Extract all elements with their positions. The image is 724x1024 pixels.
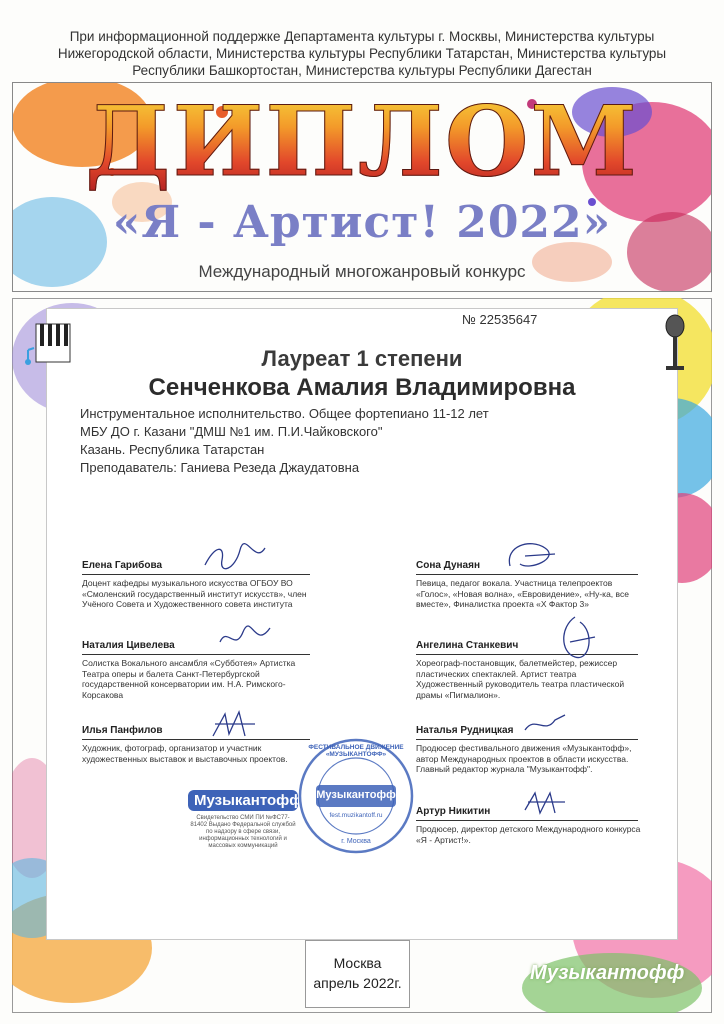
jury-member-left-2 — [82, 640, 312, 700]
location: Казань. Республика Татарстан — [80, 442, 265, 457]
institution: МБУ ДО г. Казани "ДМШ №1 им. П.И.Чайковского" — [80, 424, 383, 439]
signature-line — [416, 654, 638, 655]
stamp-center-text: Музыкантофф — [316, 789, 396, 801]
place-city: Москва — [333, 955, 382, 971]
jury-description: Солистка Вокального ансамбля «Субботея» Артистка Театра оперы и балета Санкт-Петербургской государственной консерватории им. Н.А. Римского-Корсакова — [82, 658, 296, 700]
signature-2 — [215, 622, 275, 656]
jury-member-right-2 — [416, 640, 641, 700]
jury-name: Илья Панфилов — [82, 725, 163, 736]
signature-3 — [205, 706, 265, 742]
recipient-name: Сенченкова Амалия Владимировна — [148, 374, 576, 401]
brand-wordmark: Музыкантофф — [530, 962, 685, 984]
signature-7 — [520, 788, 570, 818]
contest-subtitle: Международный многожанровый конкурс — [198, 262, 526, 281]
logo-block — [188, 790, 303, 850]
jury-description: Продюсер, директор детского Международного конкурса «Я - Артист!». — [416, 824, 641, 845]
signature-line — [416, 820, 638, 821]
signature-1 — [200, 540, 270, 574]
stamp-site-text: fest.muzikantoff.ru — [329, 812, 383, 819]
jury-name: Наталия Цивелева — [82, 640, 175, 651]
place-date-box — [305, 940, 410, 1008]
license-text: Свидетельство СМИ ПИ №ФС77-81402 Выдано Федеральной службой по надзору в сфере связи, информационных технологий и массовых коммуникаций — [190, 815, 296, 849]
signature-4 — [500, 536, 560, 576]
jury-description: Хореограф-постановщик, балетмейстер, режиссер пластических спектаклей. Артист театра Художественный руководитель театра пластической драмы «Пигмалион». — [416, 658, 625, 700]
event-title: «Я - Артист! 2022» — [112, 197, 612, 248]
jury-name: Сона Дунаян — [416, 560, 480, 571]
signature-line — [82, 739, 310, 740]
award-level: Лауреат 1 степени — [261, 346, 463, 371]
signature-line — [82, 574, 310, 575]
muzikantoff-logo: Музыкантофф — [188, 790, 298, 811]
jury-member-left-3 — [82, 725, 312, 764]
stamp-ring-text: ФЕСТИВАЛЬНОЕ ДВИЖЕНИЕ «МУЗЫКАНТОФФ» — [308, 744, 404, 758]
jury-description: Художник, фотограф, организатор и участник художественных выставок и выставочных проектов. — [82, 743, 288, 764]
jury-description: Продюсер фестивального движения «Музыкантофф», автор Международных проектов в области искусства. Главный редактор журнала "Музыкантофф". — [416, 743, 632, 774]
jury-name: Ангелина Станкевич — [416, 640, 519, 651]
nomination: Инструментальное исполнительство. Общее фортепиано 11-12 лет — [80, 406, 489, 421]
teacher: Преподаватель: Ганиева Резеда Джаудатовна — [80, 460, 360, 475]
jury-name: Елена Гарибова — [82, 560, 163, 571]
stamp-city-text: г. Москва — [341, 838, 371, 845]
diploma-title: ДИПЛОМ — [12, 92, 712, 192]
signature-line — [82, 654, 310, 655]
jury-name: Наталья Рудницкая — [416, 725, 514, 736]
jury-description: Доцент кафедры музыкального искусства ОГБОУ ВО «Смоленский государственный институт искусств», член Учёного Совета и Художественного совета института — [82, 578, 307, 609]
jury-description: Певица, педагог вокала. Участница телепроектов «Голос», «Новая волна», «Евровидение», «Ну-ка, все вместе», Финалистка проекта «Х Фактор 3» — [416, 578, 629, 609]
official-stamp — [296, 736, 416, 856]
place-date: апрель 2022г. — [313, 975, 402, 991]
jury-member-left-1 — [82, 560, 312, 610]
signature-5 — [550, 612, 600, 662]
signature-6 — [520, 710, 570, 740]
jury-name: Артур Никитин — [416, 806, 491, 817]
support-text: При информационной поддержке Департамента культуры г. Москвы, Министерства культуры Нижегородской области, Министерства культуры Республики Татарстан, Министерства культуры Республики Башкортостан, Министерства культуры Республики Дагестан — [57, 29, 667, 78]
diploma-number: № 22535647 — [462, 312, 538, 327]
